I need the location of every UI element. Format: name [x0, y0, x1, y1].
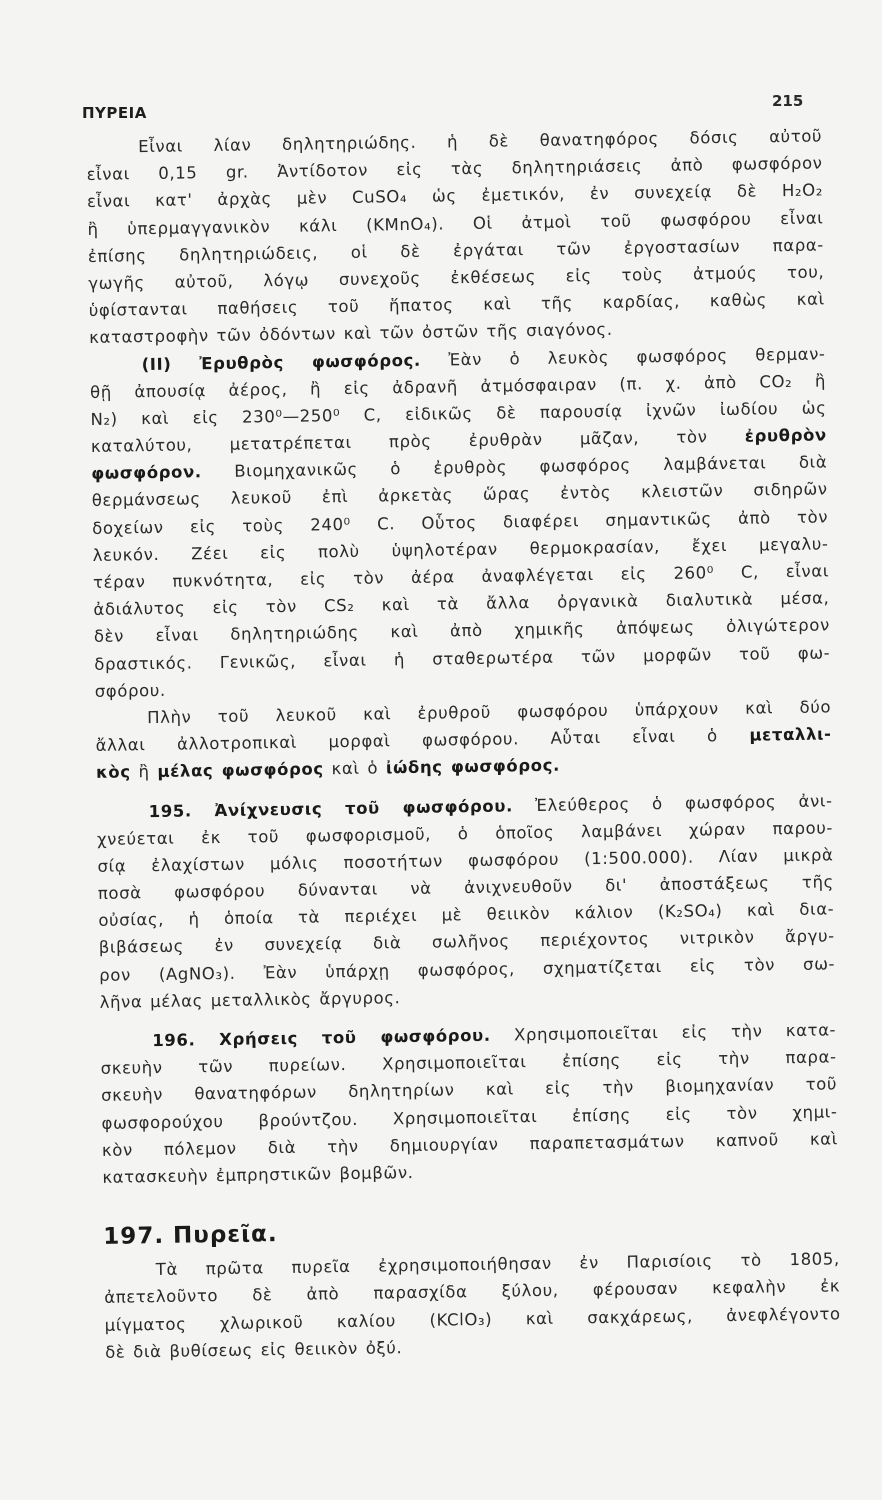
text-span: Βιομηχανικῶς ὁ ἐρυθρὸς φωσφόρος λαμβάνεται διὰ [234, 452, 828, 481]
text-line: σίᾳ ἐλαχίστων μόλις ποσοτήτων φωσφόρου (1:500.000). Λίαν μικρὰ [97, 845, 834, 876]
text-span: Ἐὰν ὁ λευκὸς φωσφόρος θερμαν- [448, 343, 826, 369]
text-line: δραστικός. Γενικῶς, εἶναι ἡ σταθερωτέρα τῶν μορφῶν τοῦ φω- [94, 642, 831, 674]
text-line: λευκόν. Ζέει εἰς πολὺ ὑψηλοτέραν θερμοκρασίαν, ἔχει μεγαλυ- [92, 534, 829, 565]
text-line: εἶναι κατ' ἀρχὰς μὲν CuSO₄ ὡς ἐμετικόν, ἐν συνεχείᾳ δὲ H₂O₂ [86, 180, 824, 212]
text-span: καταλύτου, μετατρέπεται πρὸς ἐρυθρὰν μᾶζαν, τὸν [90, 427, 708, 457]
text-line: γωγῆς αὐτοῦ, λόγῳ συνεχοῦς ἐκθέσεως εἰς τοὺς ἀτμούς του, [88, 262, 825, 293]
text-line: λῆνα μέλας μεταλλικὸς ἄργυρος. [99, 987, 401, 1012]
text-line: καταστροφὴν τῶν ὀδόντων καὶ τῶν ὀστῶν τῆς σιαγόνος. [89, 320, 613, 348]
text-line: N₂) καὶ εἰς 230⁰—250⁰ C, εἰδικῶς δὲ παρουσίᾳ ἰχνῶν ἰωδίου ὡς [90, 398, 827, 429]
text-line: τέραν πυκνότητα, εἰς τὸν ἀέρα ἀναφλέγεται εἰς 260⁰ C, εἶναι [92, 561, 830, 592]
text-line: φωσφορούχου βρούντζου. Χρησιμοποιεῖται ἐπίσης εἰς τὸν χημι- [101, 1101, 838, 1133]
page-number: 215 [772, 92, 804, 110]
text-line: δοχείων εἰς τοὺς 240⁰ C. Οὗτος διαφέρει σημαντικῶς ἀπὸ τὸν [92, 507, 829, 538]
subsection-label: (ΙΙ) Ἐρυθρὸς φωσφόρος. [141, 350, 421, 374]
text-line: ρον (AgNO₃). Ἐὰν ὑπάρχῃ φωσφόρος, σχηματίζεται εἰς τὸν σω- [99, 953, 836, 985]
bold-term: μέλας φωσφόρος [157, 759, 324, 782]
text-line: Τὰ πρῶτα πυρεῖα ἐχρησιμοποιήθησαν ἐν Παρισίοις τὸ 1805, [155, 1249, 840, 1280]
text-line: σκευὴν θανατηφόρων δηλητηρίων καὶ εἰς τὴν βιομηχανίαν τοῦ [100, 1074, 838, 1106]
bold-term: μεταλλι- [749, 724, 832, 745]
section-heading-195: 195. Ἀνίχνευσις τοῦ φωσφόρου. [148, 795, 514, 821]
bold-term: κὸς [95, 762, 131, 783]
text-line: μίγματος χλωρικοῦ καλίου (KClO₃) καὶ σακχάρεως, ἀνεφλέγοντο [104, 1303, 841, 1335]
body-text [86, 122, 841, 1365]
section-heading-197: 197. Πυρεῖα. [103, 1221, 278, 1250]
text-line: ἢ ὑπερμαγγανικὸν κάλι (KMnO₄). Οἱ ἀτμοὶ τοῦ φωσφόρου εἶναι [87, 207, 824, 239]
text-span: Χρησιμοποιεῖται εἰς τὴν κατα- [513, 1020, 837, 1045]
text-line: ὑφίστανται παθήσεις τοῦ ἥπατος καὶ τῆς καρδίας, καθὼς καὶ [88, 289, 825, 321]
text-span: ἢ [138, 762, 150, 782]
text-line: βιβάσεως ἐν συνεχείᾳ διὰ σωλῆνος περιέχοντος νιτρικὸν ἄργυ- [98, 926, 835, 958]
text-line: ποσὰ φωσφόρου δύνανται νὰ ἀνιχνευθοῦν δι' ἀποστάξεως τῆς [97, 872, 834, 903]
text-span: καὶ ὁ [331, 758, 379, 779]
text-line: δὲ διὰ βυθίσεως εἰς θειικὸν ὀξύ. [104, 1337, 403, 1362]
bold-term: φωσφόρον. [91, 462, 202, 484]
text-span: ἄλλαι ἀλλοτροπικαὶ μορφαὶ φωσφόρου. Αὗται εἶναι ὁ [95, 726, 718, 756]
bold-term: ἰώδης φωσφόρος. [385, 755, 561, 778]
text-line: Πλὴν τοῦ λευκοῦ καὶ ἐρυθροῦ φωσφόρου ὑπάρχουν καὶ δύο [147, 697, 832, 728]
text-line: χνεύεται ἐκ τοῦ φωσφορισμοῦ, ὁ ὁποῖος λαμβάνει χώραν παρου- [96, 818, 834, 849]
text-line: θῇ ἀπουσίᾳ ἀέρος, ἢ εἰς ἀδρανῆ ἀτμόσφαιραν (π. χ. ἀπὸ CO₂ ἢ [89, 371, 827, 402]
text-line: δὲν εἶναι δηλητηριώδης καὶ ἀπὸ χημικῆς ἀπόψεως ὀλιγώτερον [93, 615, 830, 647]
text-line: σκευὴν τῶν πυρείων. Χρησιμοποιεῖται ἐπίσης εἰς τὴν παρα- [100, 1047, 837, 1079]
bold-term: ἐρυθρὸν [744, 425, 827, 446]
running-title: ΠΥΡΕΙΑ [82, 104, 147, 122]
text-line: οὐσίας, ἡ ὁποία τὰ περιέχει μὲ θειικὸν κάλιον (K₂SO₄) καὶ δια- [98, 899, 835, 931]
text-line: θερμάνσεως λευκοῦ ἐπὶ ἀρκετὰς ὥρας ἐντὸς κλειστῶν σιδηρῶν [91, 479, 828, 511]
text-span: Ἐλεύθερος ὁ φωσφόρος ἀνι- [535, 790, 833, 815]
text-line: Εἶναι λίαν δηλητηριώδης. ἡ δὲ θανατηφόρος δόσις αὐτοῦ [138, 126, 823, 157]
text-line: εἶναι 0,15 gr. Ἀντίδοτον εἰς τὰς δηλητηριάσεις ἀπὸ φωσφόρον [86, 153, 823, 185]
text-line: ἐπίσης δηλητηριώδεις, οἱ δὲ ἐργάται τῶν ἐργοστασίων παρα- [87, 235, 824, 266]
text-line: ἀπετελοῦντο δὲ ἀπὸ παρασχίδα ξύλου, φέρουσαν κεφαλὴν ἐκ [104, 1276, 841, 1308]
text-line: σφόρου. [94, 680, 166, 701]
text-line: ἀδιάλυτος εἰς τὸν CS₂ καὶ τὰ ἄλλα ὀργανικὰ διαλυτικὰ μέσα, [93, 588, 830, 620]
text-line: κὸν πόλεμον διὰ τὴν δημιουργίαν παραπετασμάτων καπνοῦ καὶ [101, 1129, 839, 1160]
section-heading-196: 196. Χρήσεις τοῦ φωσφόρου. [152, 1025, 491, 1051]
text-line: κατασκευὴν ἐμπρηστικῶν βομβῶν. [102, 1162, 414, 1187]
